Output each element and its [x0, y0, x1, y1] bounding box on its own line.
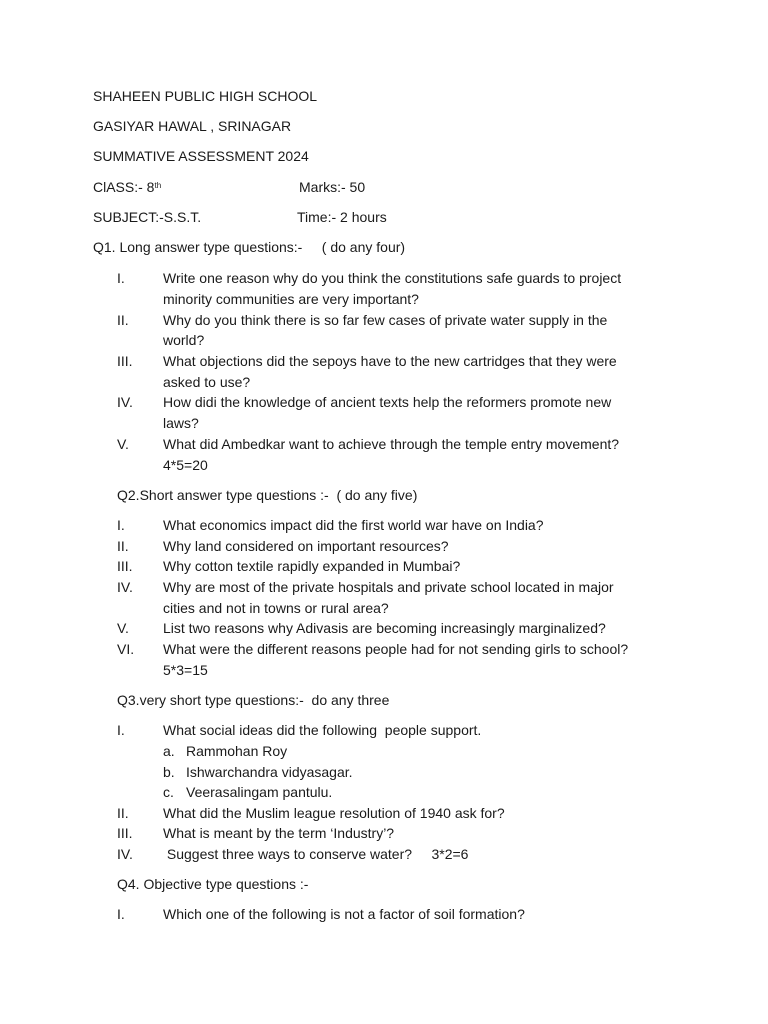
- q1-item-3-number: III.: [117, 353, 133, 369]
- q3-subitem-a-label: a.: [163, 743, 175, 759]
- q2-item-5-number: V.: [117, 620, 129, 636]
- subject-info: SUBJECT:-S.S.T.: [93, 209, 202, 225]
- q2-item-4-number: IV.: [117, 579, 133, 595]
- time-info: Time:- 2 hours: [297, 209, 387, 225]
- q2-item-2-line-1: Why land considered on important resources?: [163, 538, 449, 554]
- q2-marks: 5*3=15: [163, 662, 208, 678]
- q3-item-1-number: I.: [117, 722, 125, 738]
- q1-item-4-line-2: laws?: [163, 415, 199, 431]
- q2-item-5-line-1: List two reasons why Adivasis are becoming increasingly marginalized?: [163, 620, 606, 636]
- q3-subitem-c-text: Veerasalingam pantulu.: [186, 784, 333, 800]
- q3-subitem-b-label: b.: [163, 764, 175, 780]
- q1-item-1-line-1: Write one reason why do you think the constitutions safe guards to project: [163, 270, 622, 286]
- q1-item-3-line-1: What objections did the sepoys have to the new cartridges that they were: [163, 353, 617, 369]
- q1-title: Q1. Long answer type questions:- ( do any four): [93, 239, 406, 255]
- q2-item-3-number: III.: [117, 558, 133, 574]
- q1-item-4-number: IV.: [117, 394, 133, 410]
- q3-item-4-line-1: Suggest three ways to conserve water? 3*2=6: [163, 846, 469, 862]
- q1-item-1-line-2: minority communities are very important?: [163, 291, 419, 307]
- exam-title: SUMMATIVE ASSESSMENT 2024: [93, 148, 309, 164]
- q3-item-2-line-1: What did the Muslim league resolution of 1940 ask for?: [163, 805, 505, 821]
- q2-item-4-line-1: Why are most of the private hospitals and private school located in major: [163, 579, 614, 595]
- q2-item-4-line-2: cities and not in towns or rural area?: [163, 600, 389, 616]
- q3-subitem-c-label: c.: [163, 784, 174, 800]
- q3-item-3-line-1: What is meant by the term ‘Industry’?: [163, 825, 395, 841]
- q1-item-1-number: I.: [117, 270, 125, 286]
- q4-title: Q4. Objective type questions :-: [117, 876, 309, 892]
- school-name: SHAHEEN PUBLIC HIGH SCHOOL: [93, 88, 318, 104]
- q1-item-2-line-2: world?: [163, 332, 205, 348]
- q1-item-5-number: V.: [117, 436, 129, 452]
- q1-item-2-number: II.: [117, 312, 129, 328]
- q2-item-3-line-1: Why cotton textile rapidly expanded in Mumbai?: [163, 558, 461, 574]
- q2-item-6-line-1: What were the different reasons people had for not sending girls to school?: [163, 641, 629, 657]
- q3-item-2-number: II.: [117, 805, 129, 821]
- q2-item-6-number: VI.: [117, 641, 135, 657]
- q1-item-5-line-1: What did Ambedkar want to achieve through the temple entry movement?: [163, 436, 620, 452]
- q1-item-3-line-2: asked to use?: [163, 374, 251, 390]
- q2-title: Q2.Short answer type questions :- ( do any five): [117, 487, 418, 503]
- q3-item-3-number: III.: [117, 825, 133, 841]
- q2-item-1-line-1: What economics impact did the first world war have on India?: [163, 517, 544, 533]
- q1-item-4-line-1: How didi the knowledge of ancient texts help the reformers promote new: [163, 394, 612, 410]
- q3-subitem-a-text: Rammohan Roy: [186, 743, 288, 759]
- q3-subitem-b-text: Ishwarchandra vidyasagar.: [186, 764, 353, 780]
- q3-item-4-number: IV.: [117, 846, 133, 862]
- school-address: GASIYAR HAWAL , SRINAGAR: [93, 118, 292, 134]
- class-info: [93, 178, 161, 196]
- marks-info: Marks:- 50: [299, 179, 366, 195]
- class-label: ClASS:- 8: [93, 179, 155, 195]
- q1-item-2-line-1: Why do you think there is so far few cases of private water supply in the: [163, 312, 608, 328]
- q3-title: Q3.very short type questions:- do any three: [117, 692, 390, 708]
- class-superscript: th: [154, 181, 162, 190]
- q2-item-1-number: I.: [117, 517, 125, 533]
- q4-item-1-number: I.: [117, 906, 125, 922]
- q4-item-1-line-1: Which one of the following is not a factor of soil formation?: [163, 906, 525, 922]
- q2-item-2-number: II.: [117, 538, 129, 554]
- q1-marks: 4*5=20: [163, 457, 208, 473]
- q3-item-1-line-1: What social ideas did the following people support.: [163, 722, 482, 738]
